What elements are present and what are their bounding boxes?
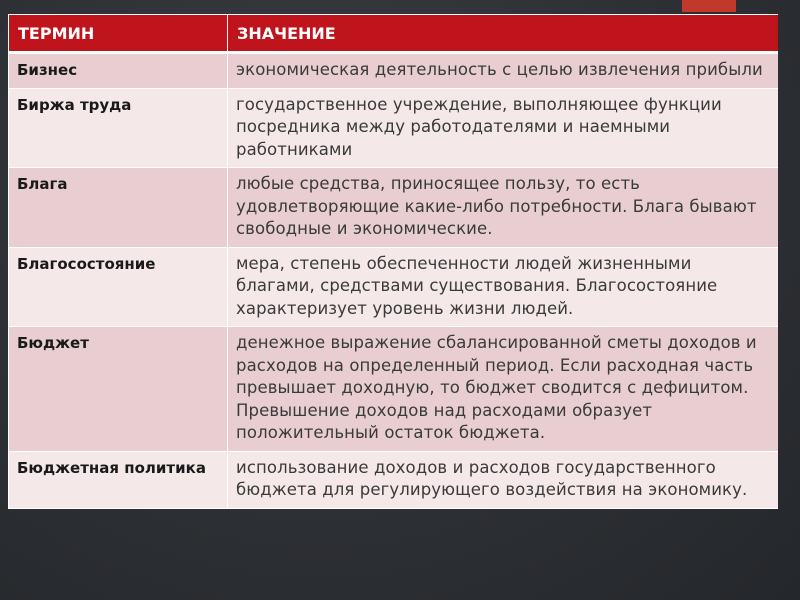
meaning-cell: денежное выражение сбалансированной сметы доходов и расходов на определенный период. Если расходная часть превышает доходную, то бюджет сводится с дефицитом. Превышение доходов над расходами образует положительный остаток бюджета.	[228, 327, 779, 452]
meaning-cell: мера, степень обеспеченности людей жизненными благами, средствами существования. Благосостояние характеризует уровень жизни людей.	[228, 247, 779, 327]
accent-bar	[682, 0, 736, 12]
term-cell: Бюджет	[9, 327, 228, 452]
term-cell: Благосостояние	[9, 247, 228, 327]
term-cell: Бизнес	[9, 53, 228, 89]
meaning-cell: экономическая деятельность с целью извлечения прибыли	[228, 53, 779, 89]
table-row	[9, 327, 779, 452]
table-row	[9, 88, 779, 168]
meaning-cell: использование доходов и расходов государственного бюджета для регулирующего воздействия на экономику.	[228, 451, 779, 508]
term-cell: Бюджетная политика	[9, 451, 228, 508]
table-header-row	[9, 15, 779, 53]
meaning-cell: государственное учреждение, выполняющее функции посредника между работодателями и наемными работниками	[228, 88, 779, 168]
glossary-table	[8, 14, 778, 509]
header-meaning: ЗНАЧЕНИЕ	[228, 15, 779, 53]
meaning-cell: любые средства, приносящее пользу, то есть удовлетворяющие какие-либо потребности. Блага бывают свободные и экономические.	[228, 168, 779, 248]
table-row	[9, 247, 779, 327]
term-cell: Блага	[9, 168, 228, 248]
header-term: ТЕРМИН	[9, 15, 228, 53]
term-cell: Биржа труда	[9, 88, 228, 168]
table-row	[9, 53, 779, 89]
table-row	[9, 168, 779, 248]
table-row	[9, 451, 779, 508]
glossary-table-container	[8, 14, 778, 600]
